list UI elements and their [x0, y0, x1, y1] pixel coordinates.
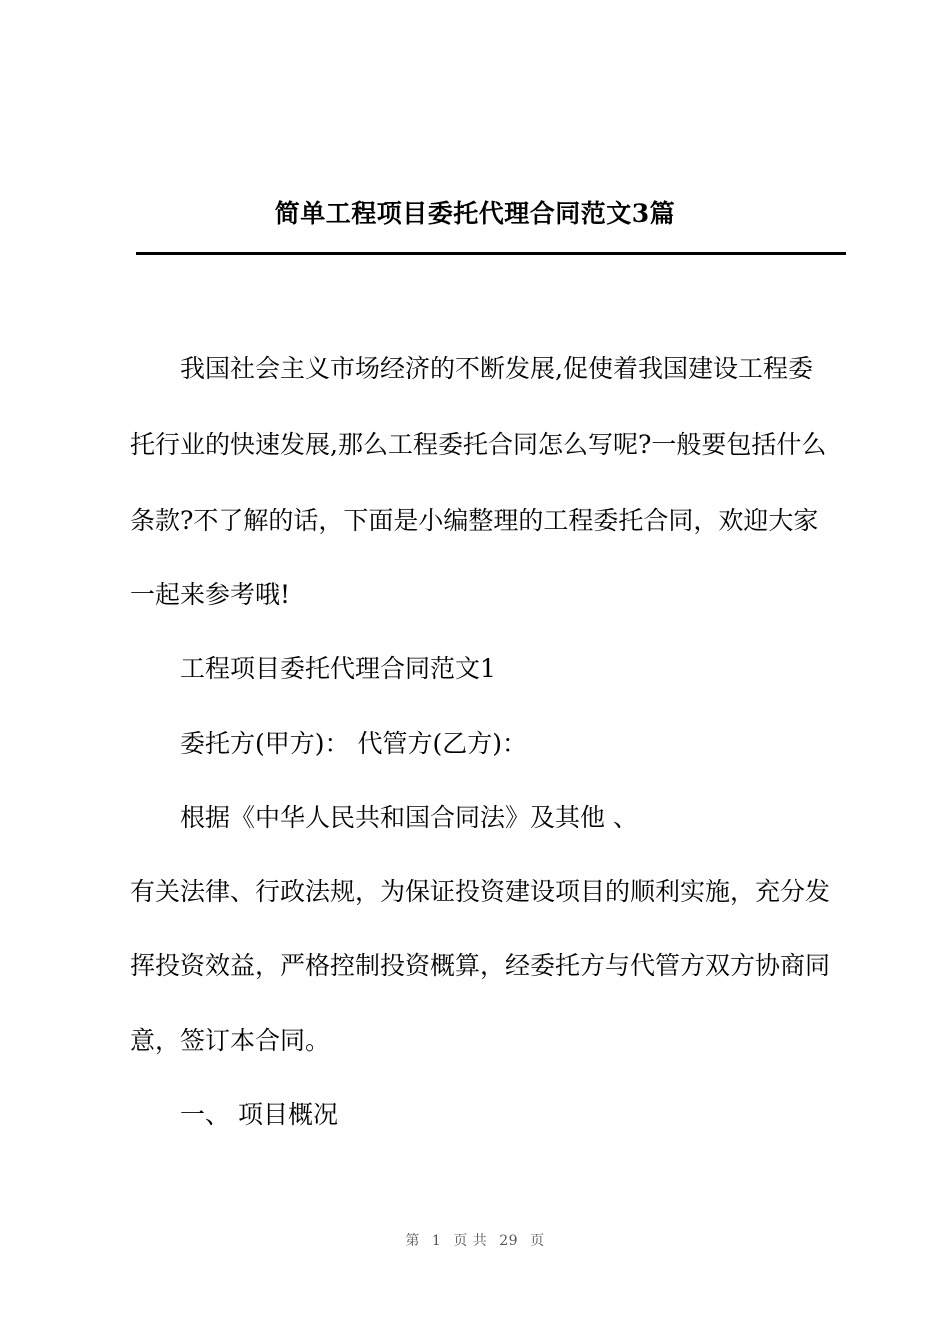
- footer-ye-gong: 页 共: [453, 1233, 488, 1249]
- parties-line: 委托方(甲方)： 代管方(乙方)：: [180, 729, 527, 758]
- paragraph-line: 根据《中华人民共和国合同法》及其他 、: [180, 803, 638, 832]
- paragraph-line: 托行业的快速发展,那么工程委托合同怎么写呢?一般要包括什么: [130, 430, 827, 459]
- title-underline: [136, 252, 846, 255]
- paragraph-line: 一起来参考哦!: [130, 580, 291, 609]
- footer-ye: 页: [530, 1233, 545, 1249]
- clause-heading: 一、 项目概况: [180, 1100, 338, 1129]
- footer-total-pages: 29: [499, 1233, 519, 1249]
- paragraph-line: 意，签订本合同。: [130, 1026, 331, 1055]
- paragraph-line: 有关法律、行政法规，为保证投资建设项目的顺利实施，充分发: [130, 877, 831, 906]
- paragraph-line: 挥投资效益，严格控制投资概算，经委托方与代管方双方协商同: [130, 951, 831, 980]
- section-heading: 工程项目委托代理合同范文1: [180, 654, 496, 683]
- paragraph-line: 我国社会主义市场经济的不断发展,促使着我国建设工程委: [180, 354, 813, 383]
- footer-di: 第: [405, 1233, 420, 1249]
- page-footer: [0, 1230, 950, 1250]
- footer-page-number: 1: [431, 1233, 442, 1249]
- document-title: 简单工程项目委托代理合同范文3篇: [274, 199, 676, 228]
- paragraph-line: 条款?不了解的话，下面是小编整理的工程委托合同，欢迎大家: [130, 506, 819, 535]
